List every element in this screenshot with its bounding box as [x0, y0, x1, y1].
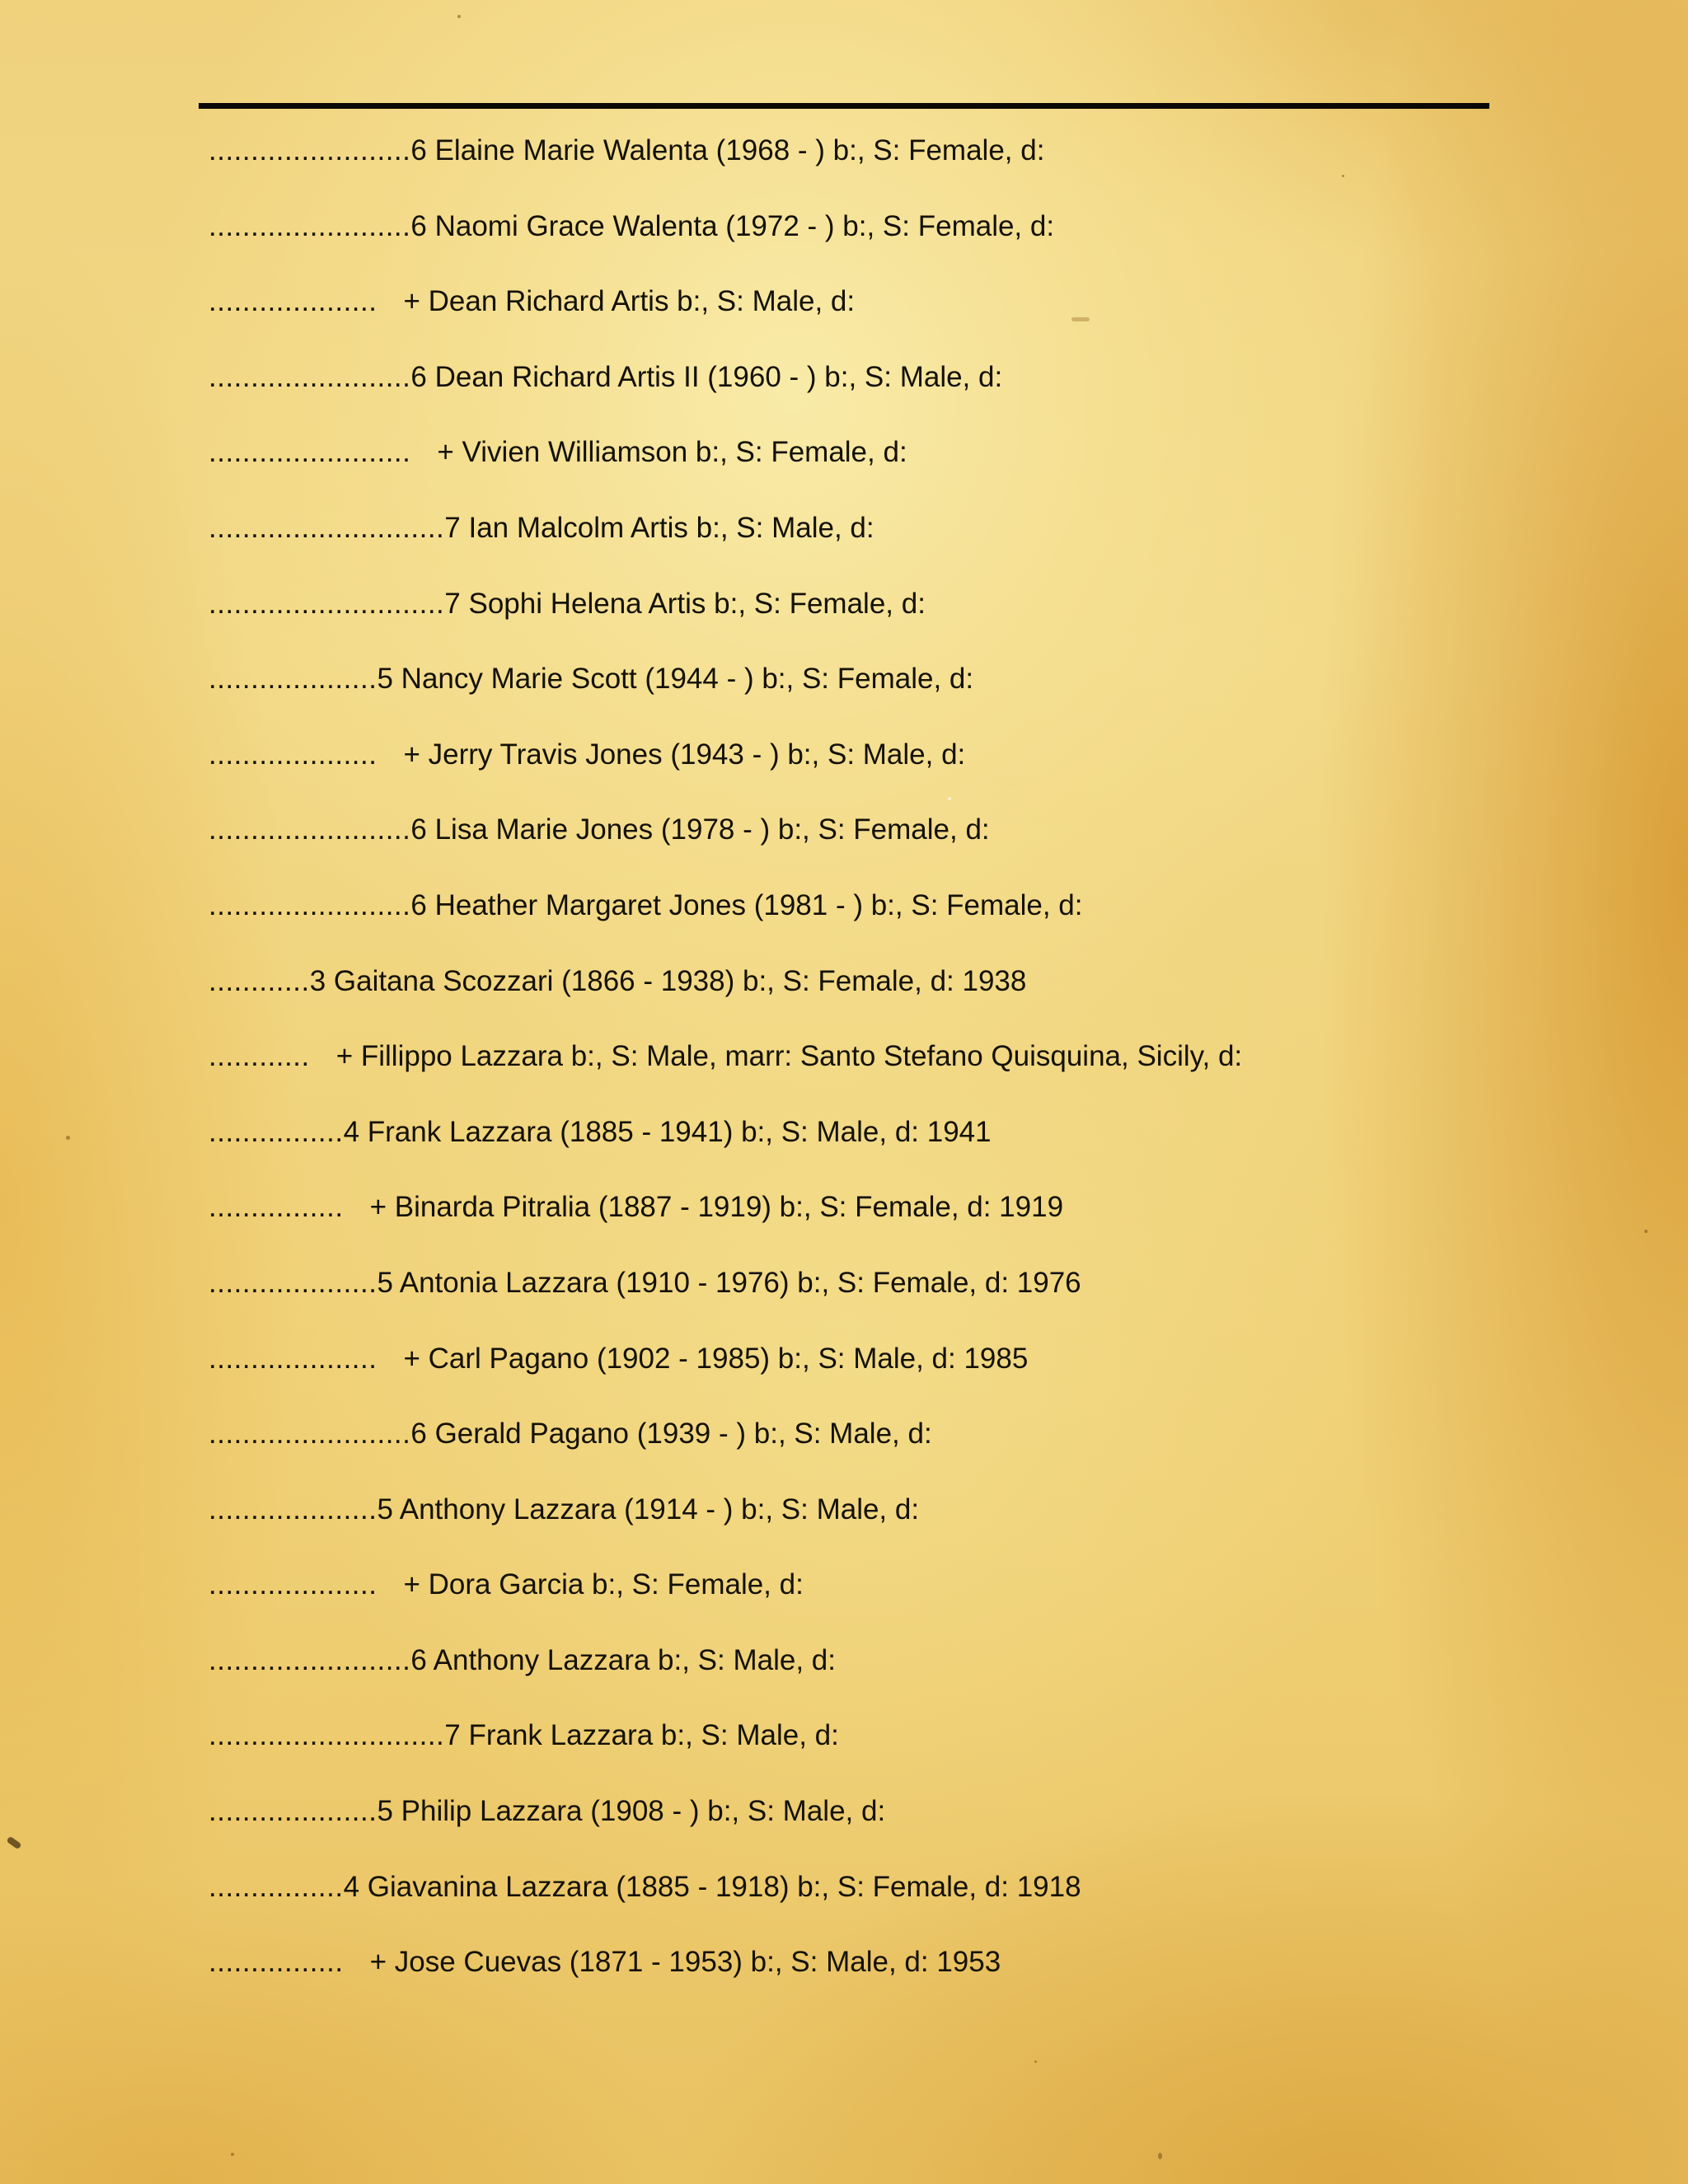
- descendant-entry: [209, 1639, 1610, 1715]
- entry-text: 6 Gerald Pagano (1939 - ) b:, S: Male, d:: [410, 1418, 932, 1451]
- descendant-entry: [209, 431, 1610, 507]
- descendant-entry: [209, 658, 1610, 733]
- entry-indent-dots: ....................: [209, 1568, 377, 1601]
- paper-speck: [1071, 317, 1090, 321]
- paper-speck: [1034, 2060, 1037, 2063]
- descendant-entry: [209, 583, 1610, 658]
- entry-indent-dots: ....................: [209, 1342, 377, 1375]
- descendant-entry: [209, 1714, 1610, 1790]
- entry-text: 4 Giavanina Lazzara (1885 - 1918) b:, S: Female, d: 1918: [343, 1870, 1081, 1903]
- descendant-entry: [209, 733, 1610, 809]
- entry-text: + Binarda Pitralia (1887 - 1919) b:, S: Female, d: 1919: [369, 1191, 1064, 1224]
- descendant-entry: [209, 1186, 1610, 1262]
- entry-text: 6 Anthony Lazzara b:, S: Male, d:: [410, 1643, 836, 1676]
- entry-text: 7 Frank Lazzara b:, S: Male, d:: [444, 1719, 839, 1752]
- entry-indent-dots: ........................: [209, 209, 411, 242]
- descendant-entry: [209, 129, 1610, 205]
- entry-text: 3 Gaitana Scozzari (1866 - 1938) b:, S: Female, d: 1938: [309, 964, 1027, 997]
- descendant-entry: [209, 1866, 1610, 1942]
- entry-indent-dots: ....................: [209, 663, 377, 696]
- entry-text: 5 Anthony Lazzara (1914 - ) b:, S: Male, d:: [377, 1493, 920, 1526]
- descendant-entry: [209, 205, 1610, 281]
- paper-speck: [1342, 175, 1344, 177]
- descendant-entry: [209, 1338, 1610, 1413]
- entry-text: 6 Lisa Marie Jones (1978 - ) b:, S: Female, d:: [410, 813, 990, 846]
- entry-indent-dots: ........................: [209, 134, 411, 166]
- entry-text: + Carl Pagano (1902 - 1985) b:, S: Male, d: 1985: [403, 1342, 1029, 1375]
- descendant-entry: [209, 507, 1610, 583]
- entry-indent-dots: ........................: [209, 1643, 411, 1676]
- entry-indent-dots: ....................: [209, 1493, 377, 1526]
- entry-indent-dots: ........................: [209, 1418, 411, 1451]
- entry-indent-dots: ................: [209, 1946, 344, 1979]
- entry-text: + Fillippo Lazzara b:, S: Male, marr: Santo Stefano Quisquina, Sicily, d:: [335, 1040, 1243, 1073]
- entry-indent-dots: ........................: [209, 360, 411, 393]
- descendant-entry: [209, 280, 1610, 356]
- paper-speck: [6, 1836, 21, 1850]
- descendant-entry: [209, 1111, 1610, 1187]
- entry-indent-dots: ............: [209, 1040, 310, 1073]
- paper-speck: [66, 1136, 70, 1140]
- entry-text: 6 Naomi Grace Walenta (1972 - ) b:, S: Female, d:: [410, 209, 1055, 242]
- entry-indent-dots: ............................: [209, 587, 445, 620]
- descendant-entry: [209, 1941, 1610, 2017]
- entry-indent-dots: ....................: [209, 738, 377, 771]
- header-rule: [199, 103, 1489, 109]
- descendant-list: [209, 129, 1610, 2017]
- descendant-entry: [209, 1413, 1610, 1488]
- paper-speck: [948, 797, 951, 800]
- entry-indent-dots: ................: [209, 1870, 344, 1903]
- paper-speck: [231, 2153, 234, 2156]
- entry-text: + Dora Garcia b:, S: Female, d:: [403, 1568, 804, 1601]
- paper-speck: [1644, 1230, 1648, 1233]
- descendant-entry: [209, 1262, 1610, 1338]
- descendant-entry: [209, 884, 1610, 960]
- descendant-entry: [209, 808, 1610, 884]
- entry-text: 5 Nancy Marie Scott (1944 - ) b:, S: Female, d:: [377, 663, 974, 696]
- entry-text: + Dean Richard Artis b:, S: Male, d:: [403, 285, 856, 318]
- entry-indent-dots: ........................: [209, 436, 411, 469]
- entry-indent-dots: ........................: [209, 813, 411, 846]
- descendant-entry: [209, 1563, 1610, 1639]
- entry-text: 6 Heather Margaret Jones (1981 - ) b:, S: Female, d:: [410, 888, 1083, 921]
- entry-indent-dots: ........................: [209, 888, 411, 921]
- entry-indent-dots: ................: [209, 1115, 344, 1148]
- entry-text: 4 Frank Lazzara (1885 - 1941) b:, S: Male, d: 1941: [343, 1115, 992, 1148]
- entry-indent-dots: ....................: [209, 285, 377, 318]
- entry-indent-dots: ............: [209, 964, 310, 997]
- entry-text: 5 Philip Lazzara (1908 - ) b:, S: Male, d:: [377, 1795, 886, 1828]
- descendant-entry: [209, 960, 1610, 1036]
- entry-text: + Jose Cuevas (1871 - 1953) b:, S: Male, d: 1953: [369, 1946, 1001, 1979]
- entry-indent-dots: ....................: [209, 1795, 377, 1828]
- entry-indent-dots: ............................: [209, 1719, 445, 1752]
- entry-indent-dots: ............................: [209, 511, 445, 544]
- entry-indent-dots: ................: [209, 1191, 344, 1224]
- entry-text: 6 Dean Richard Artis II (1960 - ) b:, S: Male, d:: [410, 360, 1003, 393]
- entry-indent-dots: ....................: [209, 1266, 377, 1299]
- descendant-entry: [209, 1488, 1610, 1564]
- descendant-entry: [209, 1035, 1610, 1111]
- descendant-entry: [209, 356, 1610, 432]
- entry-text: 5 Antonia Lazzara (1910 - 1976) b:, S: Female, d: 1976: [377, 1266, 1081, 1299]
- descendant-entry: [209, 1790, 1610, 1866]
- entry-text: + Vivien Williamson b:, S: Female, d:: [437, 436, 907, 469]
- entry-text: 7 Ian Malcolm Artis b:, S: Male, d:: [444, 511, 874, 544]
- paper-speck: [1158, 2153, 1162, 2159]
- entry-text: 6 Elaine Marie Walenta (1968 - ) b:, S: Female, d:: [410, 134, 1045, 166]
- entry-text: + Jerry Travis Jones (1943 - ) b:, S: Male, d:: [403, 738, 966, 771]
- paper-speck: [457, 15, 461, 18]
- entry-text: 7 Sophi Helena Artis b:, S: Female, d:: [444, 587, 926, 620]
